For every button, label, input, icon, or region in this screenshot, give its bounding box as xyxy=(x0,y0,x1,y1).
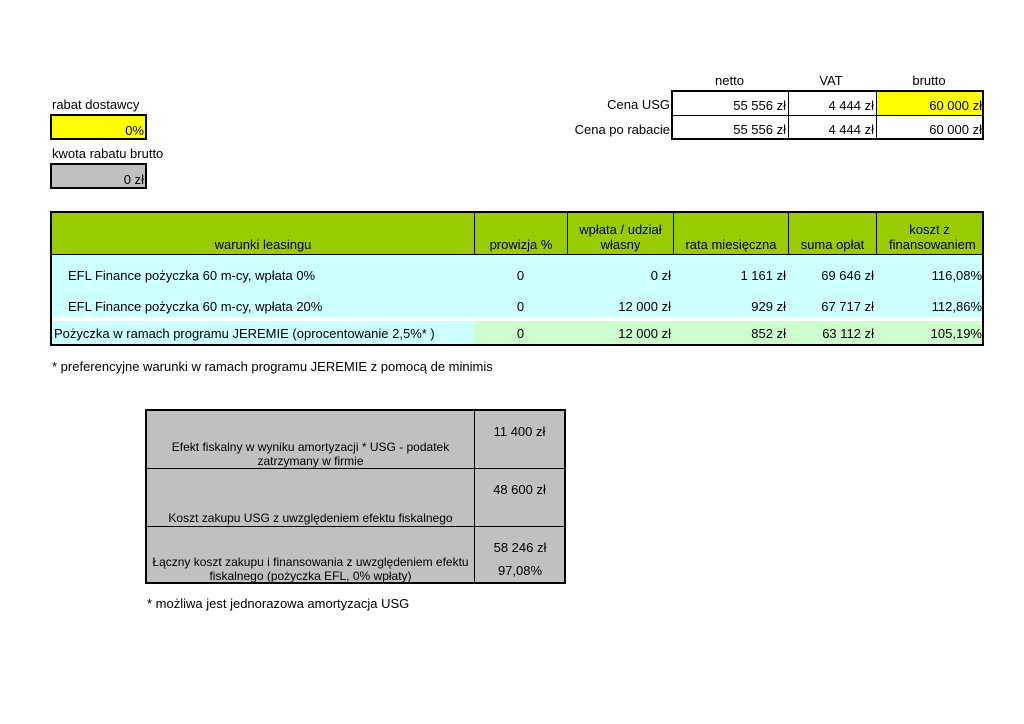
fiscal-row-3-value: 58 246 zł xyxy=(493,540,547,555)
fiscal-row-3-label: Łączny koszt zakupu i finansowania z uwzględeniem efektu fiskalnego (pożyczka EFL, 0% wpłaty) xyxy=(152,555,469,583)
leasing-row-2-down-payment: 12 000 zł xyxy=(618,299,671,314)
jeremie-row xyxy=(52,321,982,344)
leasing-header-monthly: rata miesięczna xyxy=(673,213,788,255)
fiscal-footnote: * możliwa jest jednorazowa amortyzacja USG xyxy=(147,596,410,611)
leasing-row-3-commission: 0 xyxy=(474,321,567,344)
leasing-row-3-down-payment: 12 000 zł xyxy=(567,321,673,344)
cena-usg-brutto[interactable]: 60 000 zł xyxy=(876,92,982,116)
leasing-row-1-down-payment: 0 zł xyxy=(650,268,671,283)
efl-block xyxy=(52,255,982,317)
discount-amount-value[interactable]: 0 zł xyxy=(50,163,147,189)
discount-label: rabat dostawcy xyxy=(52,97,140,112)
leasing-row-1-monthly: 1 161 zł xyxy=(740,268,786,283)
leasing-row-3-monthly: 852 zł xyxy=(673,321,788,344)
price-table xyxy=(671,90,984,140)
fiscal-table xyxy=(145,409,566,584)
leasing-row-2-terms: EFL Finance pożyczka 60 m-cy, wpłata 20% xyxy=(68,299,323,314)
header-netto: netto xyxy=(715,73,744,88)
cena-po-rabacie-brutto[interactable]: 60 000 zł xyxy=(876,116,982,138)
leasing-row-1-commission: 0 xyxy=(516,268,525,283)
leasing-row-2-monthly: 929 zł xyxy=(751,299,786,314)
leasing-row-1-total: 69 646 zł xyxy=(821,268,874,283)
discount-amount-label: kwota rabatu brutto xyxy=(52,146,164,161)
leasing-footnote: * preferencyjne warunki w ramach programu JEREMIE z pomocą de minimis xyxy=(52,359,493,374)
header-vat: VAT xyxy=(819,73,843,88)
fiscal-row-3-percent: 97,08% xyxy=(497,563,543,578)
leasing-header-total: suma opłat xyxy=(788,213,876,255)
discount-input[interactable]: 0% xyxy=(50,114,147,140)
fiscal-row-2-label: Koszt zakupu USG z uwzględeniem efektu fiskalnego xyxy=(147,469,474,527)
fiscal-row-1-label: Efekt fiskalny w wyniku amortyzacji * USG - podatek zatrzymany w firmie xyxy=(147,411,474,469)
leasing-row-3-cost: 105,19% xyxy=(876,321,982,344)
cena-usg-netto[interactable]: 55 556 zł xyxy=(673,92,788,116)
leasing-row-1-terms: EFL Finance pożyczka 60 m-cy, wpłata 0% xyxy=(68,268,316,283)
row-label-cena-po-rabacie: Cena po rabacie xyxy=(574,122,670,137)
cena-po-rabacie-netto[interactable]: 55 556 zł xyxy=(733,122,786,137)
cena-usg-vat[interactable]: 4 444 zł xyxy=(788,92,876,116)
header-brutto: brutto xyxy=(912,73,946,88)
row-label-cena-usg: Cena USG xyxy=(607,97,670,112)
fiscal-row-3-value-cell xyxy=(474,527,564,582)
cena-po-rabacie-vat[interactable]: 4 444 zł xyxy=(788,116,876,138)
leasing-row-1-cost: 116,08% xyxy=(931,268,982,283)
fiscal-row-2-value: 48 600 zł xyxy=(474,469,564,527)
fiscal-row-1-value: 11 400 zł xyxy=(474,411,564,469)
leasing-row-2-cost: 112,86% xyxy=(931,299,982,314)
leasing-row-3-total: 63 112 zł xyxy=(788,321,876,344)
leasing-header-commission: prowizja % xyxy=(474,213,567,255)
leasing-row-2-total: 67 717 zł xyxy=(821,299,874,314)
leasing-header-terms: warunki leasingu xyxy=(52,213,474,255)
leasing-table xyxy=(50,211,984,346)
leasing-row-3-terms: Pożyczka w ramach programu JEREMIE (oprocentowanie 2,5%* ) xyxy=(52,321,474,344)
leasing-header-cost: koszt z finansowaniem xyxy=(876,213,982,255)
leasing-header-down-payment: wpłata / udział własny xyxy=(567,213,673,255)
leasing-row-2-commission: 0 xyxy=(516,299,525,314)
